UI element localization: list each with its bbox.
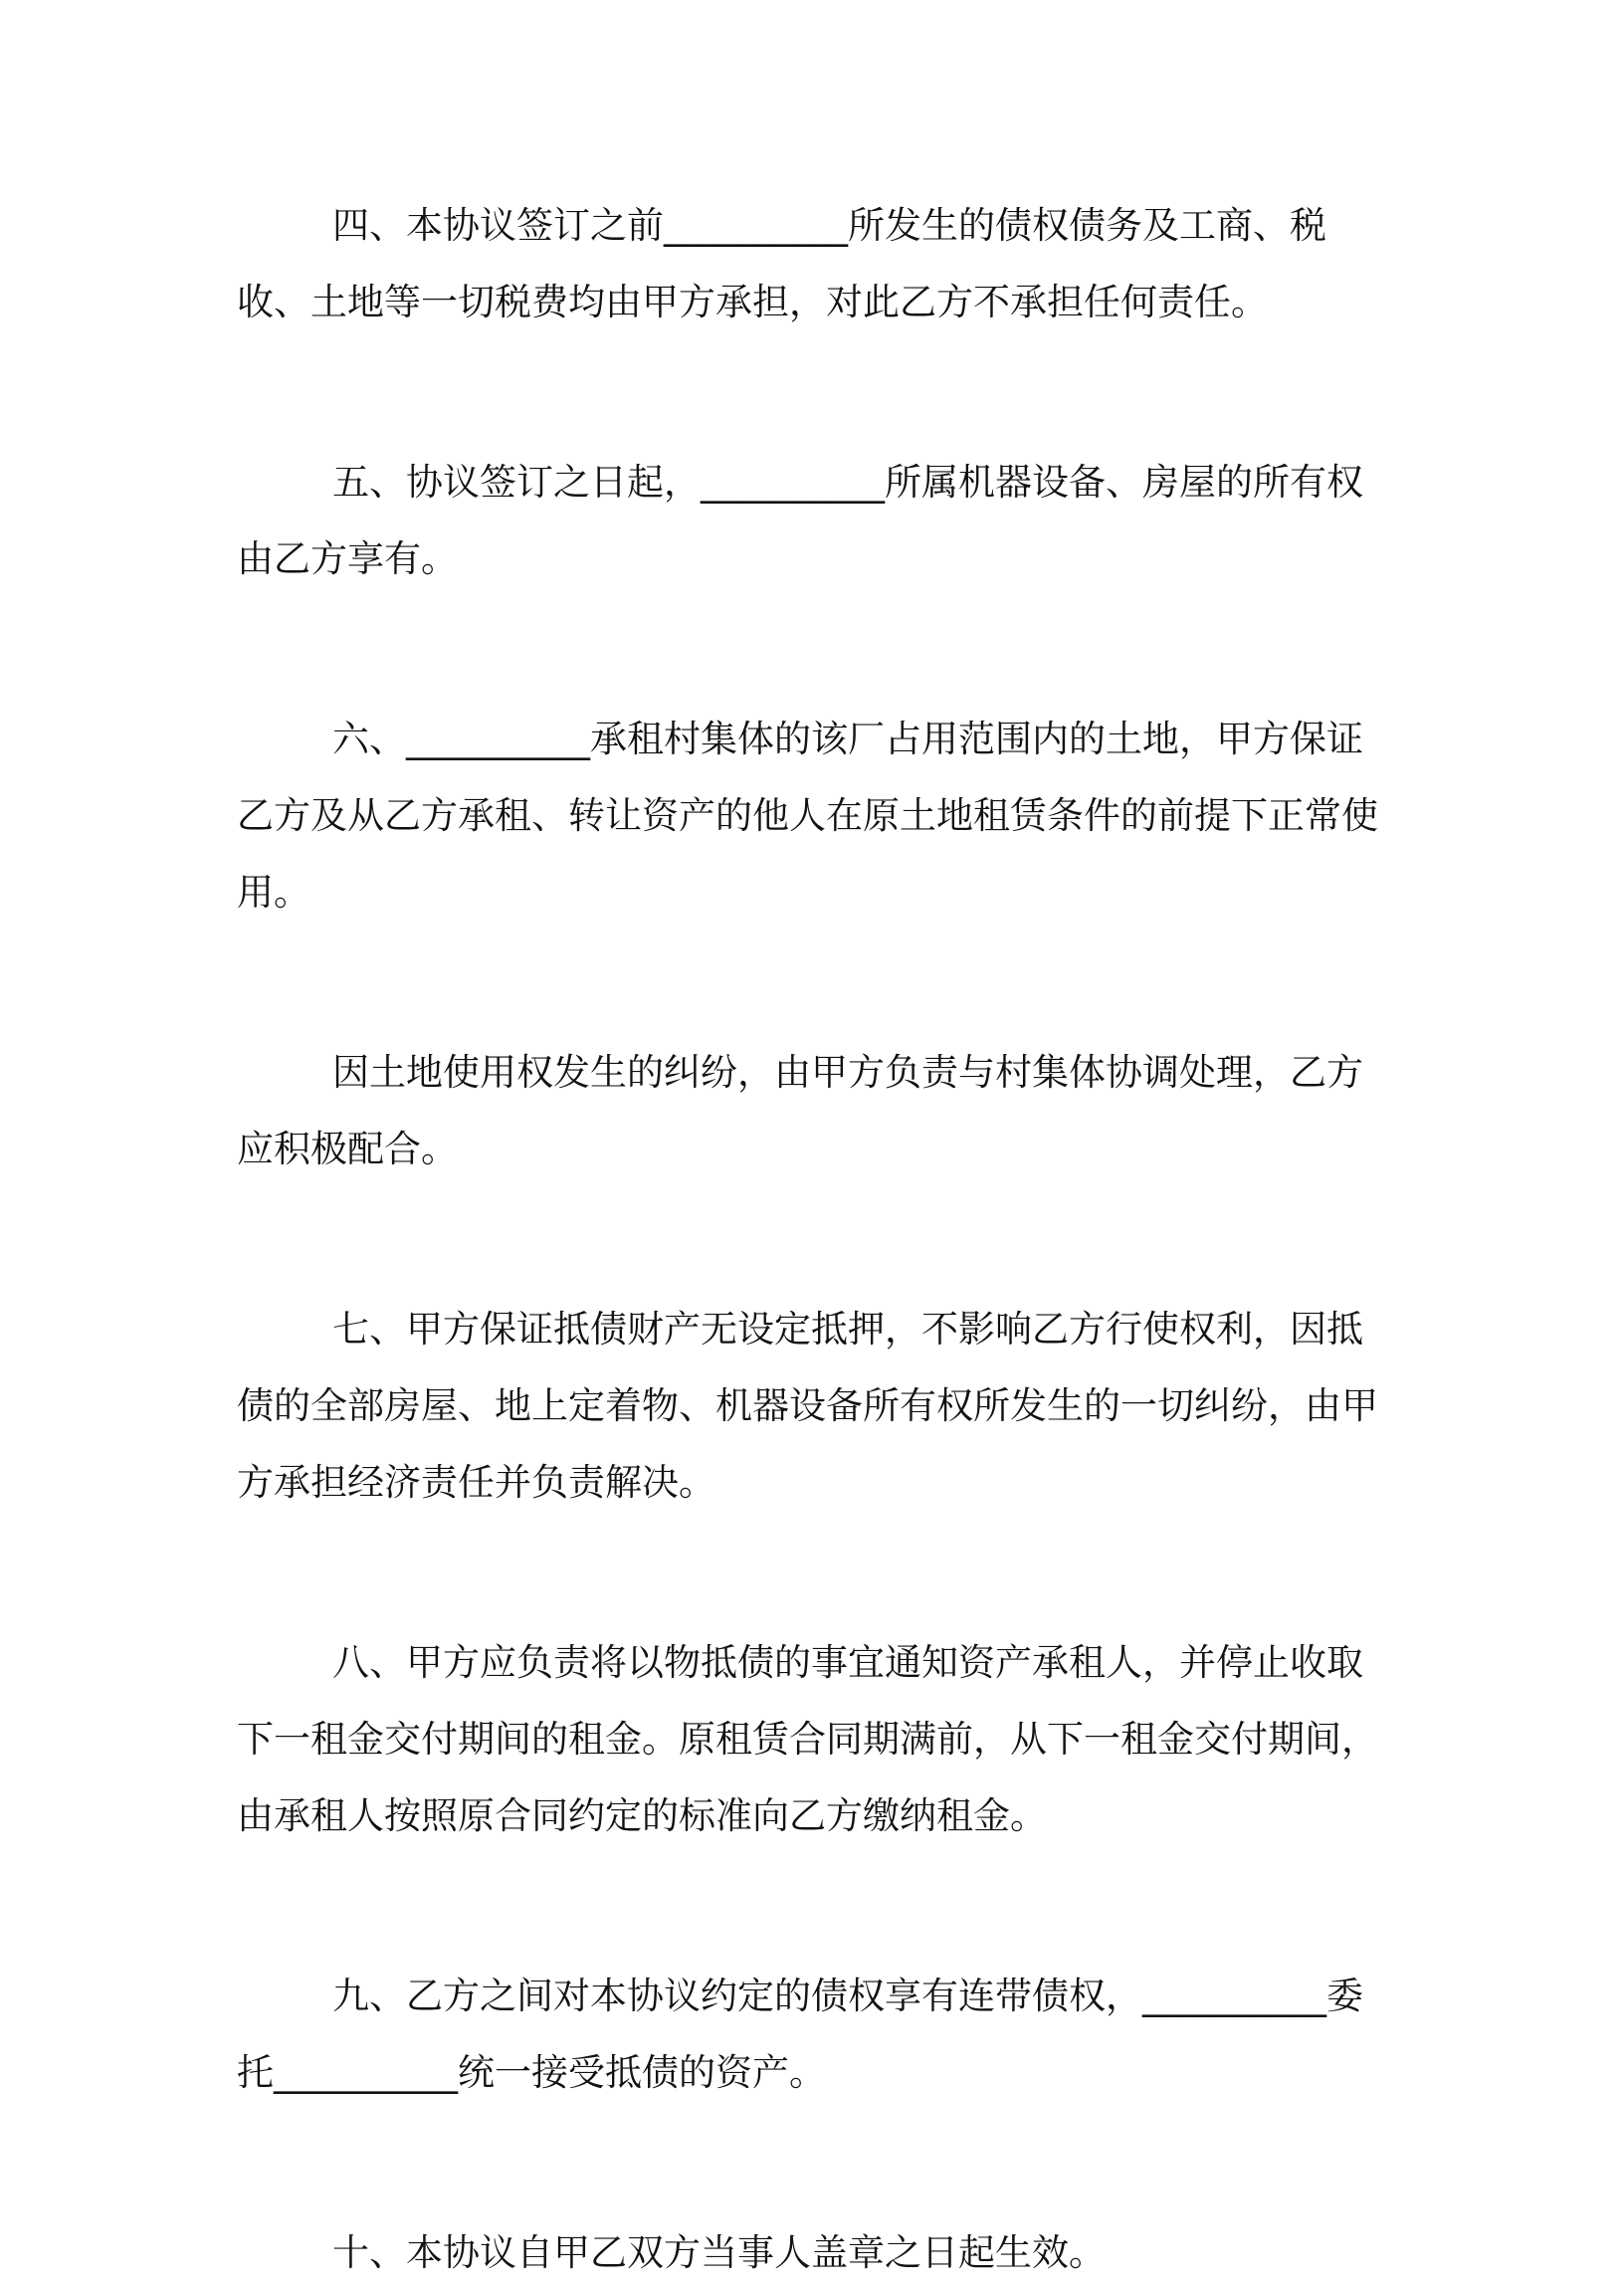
document-body: [237, 187, 1393, 2291]
clause-five: 五、协议签订之日起，__________所属机器设备、房屋的所有权由乙方享有。: [237, 461, 1363, 580]
clause-four: 四、本协议签订之前__________所发生的债权债务及工商、税收、土地等一切税费均由甲方承担，对此乙方不承担任何责任。: [237, 204, 1326, 323]
clause-eight: 八、甲方应负责将以物抵债的事宜通知资产承租人，并停止收取下一租金交付期间的租金。原租赁合同期满前，从下一租金交付期间，由承租人按照原合同约定的标准向乙方缴纳租金。: [237, 1641, 1378, 1837]
clause-seven: 七、甲方保证抵债财产无设定抵押，不影响乙方行使权利，因抵债的全部房屋、地上定着物、机器设备所有权所发生的一切纠纷，由甲方承担经济责任并负责解决。: [237, 1308, 1378, 1504]
clause-six-supplement: 因土地使用权发生的纠纷，由甲方负责与村集体协调处理，乙方应积极配合。: [237, 1051, 1363, 1170]
clause-nine: 九、乙方之间对本协议约定的债权享有连带债权，__________委托__________统一接受抵债的资产。: [237, 1975, 1363, 2094]
clause-six: 六、__________承租村集体的该厂占用范围内的土地，甲方保证乙方及从乙方承租、转让资产的他人在原土地租赁条件的前提下正常使用。: [237, 718, 1378, 914]
clause-ten: 十、本协议自甲乙双方当事人盖章之日起生效。: [332, 2231, 1106, 2274]
